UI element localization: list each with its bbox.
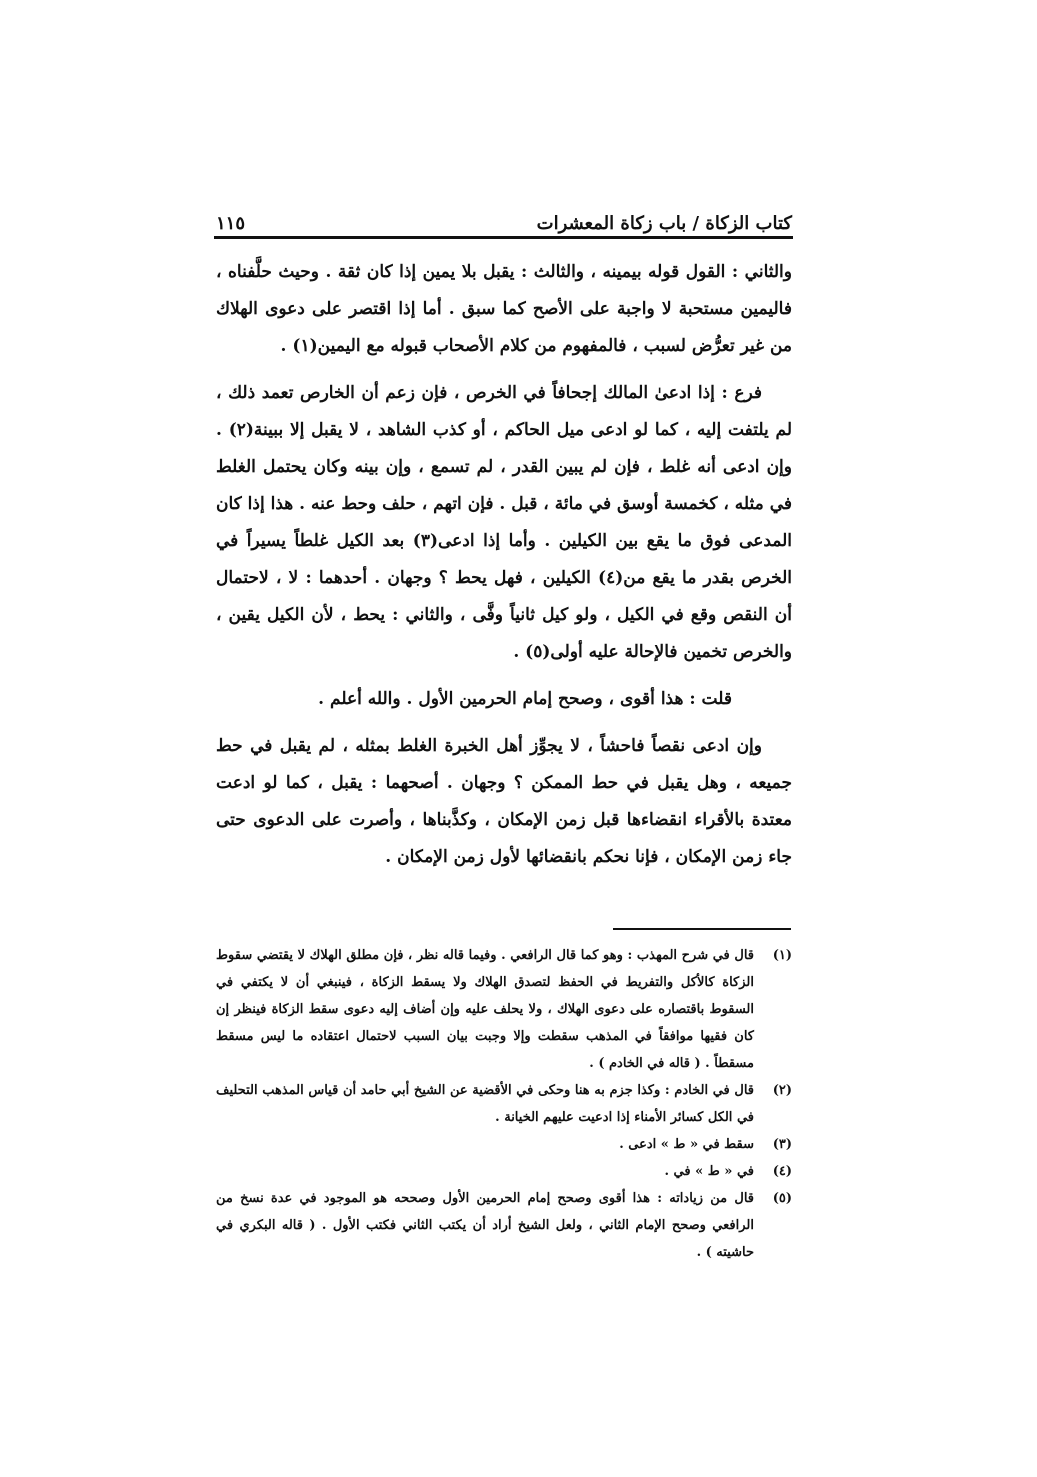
footnote-rule	[613, 928, 791, 930]
paragraph-text: إذا ادعىٰ المالك إجحافاً في الخرص ، فإن زعم أن الخارص تعمد ذلك ، لم يلتفت إليه ، كما لو ادعى ميل الحاكم ، أو كذب الشاهد ، لا يقبل إلا ببينة(٢) . وإن ادعى أنه غلط ، فإن لم يبين القدر ، لم تسمع ، وإن بينه وكان يحتمل الغلط في مثله ، كخمسة أوسق في مائة ، قبل . فإن اتهم ، حلف وحط عنه . هذا إذا كان المدعى فوق ما يقع بين الكيلين . وأما إذا ادعى(٣) بعد الكيل غلطاً يسيراً في الخرص بقدر ما يقع من(٤) الكيلين ، فهل يحط ؟ وجهان . أحدهما : لا ، لاحتمال أن النقص وقع في الكيل ، ولو كيل ثانياً وفَّى ، والثاني : يحط ، لأن الكيل يقين ، والخرص تخمين فالإحالة عليه أولى(٥) .	[216, 383, 792, 662]
paragraph-4	[216, 728, 792, 876]
footnote-number: (٣)	[772, 1137, 792, 1152]
section-lead-far: فرع :	[721, 383, 762, 403]
header-rule	[214, 236, 793, 239]
footnote-number: (١)	[772, 948, 792, 963]
footnote-text: قال في الخادم : وكذا جزم به هنا وحكى في الأقضية عن الشيخ أبي حامد أن قياس المذهب التحليف في الكل كسائر الأمناء إذا ادعيت عليهم الخيانة .	[216, 1083, 754, 1125]
footnote-1	[216, 942, 792, 1077]
footnote-number: (٥)	[772, 1191, 792, 1206]
paragraph-text: وإن ادعى نقصاً فاحشاً ، لا يجوِّز أهل الخبرة الغلط بمثله ، لم يقبل في حط جميعه ، وهل يقبل في حط الممكن ؟ وجهان . أصحهما : يقبل ، كما لو ادعت معتدة بالأقراء انقضاءها قبل زمن الإمكان ، وكذَّبناها ، وأصرت على الدعوى حتى جاء زمن الإمكان ، فإنا نحكم بانقضائها لأول زمن الإمكان .	[216, 736, 792, 867]
running-title: كتاب الزكاة / باب زكاة المعشرات	[536, 213, 792, 234]
footnote-number: (٢)	[772, 1083, 792, 1098]
main-text	[216, 254, 792, 886]
paragraph-text: قلت : هذا أقوى ، وصحح إمام الحرمين الأول . والله أعلم .	[318, 689, 732, 709]
footnotes	[216, 942, 792, 1266]
footnote-text: قال في شرح المهذب : وهو كما قال الرافعي . وفيما قاله نظر ، فإن مطلق الهلاك لا يقتضي سقوط الزكاة كالأكل والتفريط في الحفظ لتصدق الهلاك ولا يسقط الزكاة ، فينبغي أن لا يكتفي في السقوط باقتصاره على دعوى الهلاك ، ولا يحلف عليه وإن أضاف إليه دعوى سقط الزكاة فينظر إن كان فقيها موافقاً في المذهب سقطت وإلا وجبت بيان السبب لاحتمال اعتقاده ما ليس مسقط مسقطاً . ( قاله في الخادم ) .	[216, 948, 754, 1071]
footnote-text: سقط في « ط » ادعى .	[619, 1137, 754, 1152]
page-number: ١١٥	[216, 213, 246, 234]
footnote-5	[216, 1185, 792, 1266]
footnote-4	[216, 1158, 792, 1185]
paragraph-3	[216, 681, 792, 718]
footnote-text: في « ط » في .	[664, 1164, 754, 1179]
footnote-number: (٤)	[772, 1164, 792, 1179]
paragraph-1	[216, 254, 792, 365]
footnote-3	[216, 1131, 792, 1158]
footnote-text: قال من زياداته : هذا أقوى وصحح إمام الحرمين الأول وصححه هو الموجود في عدة نسخ من الرافعي وصحح الإمام الثاني ، ولعل الشيخ أراد أن يكتب الثاني فكتب الأول . ( قاله البكري في حاشيته ) .	[216, 1191, 754, 1260]
paragraph-text: والثاني : القول قوله بيمينه ، والثالث : يقبل بلا يمين إذا كان ثقة . وحيث حلَّفناه ، فاليمين مستحبة لا واجبة على الأصح كما سبق . أما إذا اقتصر على دعوى الهلاك من غير تعرُّض لسبب ، فالمفهوم من كلام الأصحاب قبوله مع اليمين(١) .	[216, 262, 792, 356]
footnote-2	[216, 1077, 792, 1131]
page-header	[216, 200, 792, 234]
paragraph-2	[216, 375, 792, 671]
